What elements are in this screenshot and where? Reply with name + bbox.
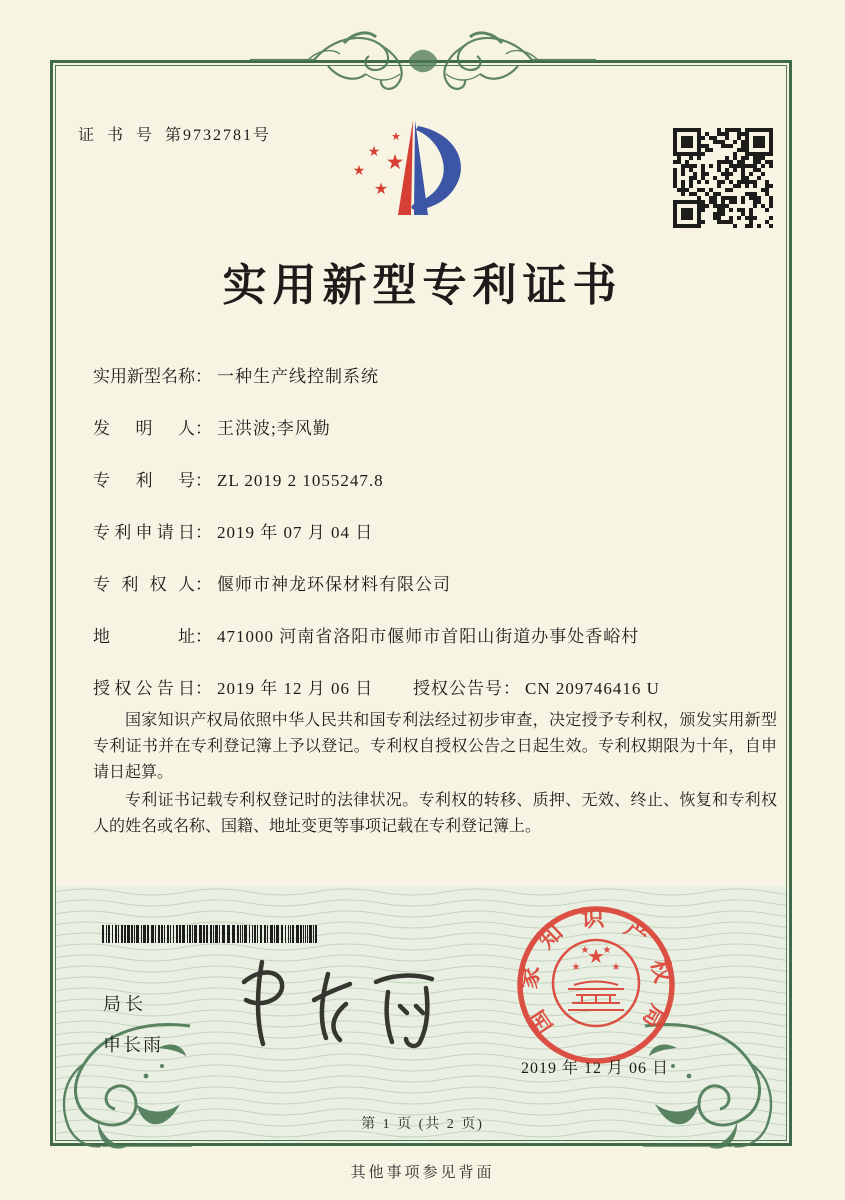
national-emblem-icon [553, 940, 639, 1026]
officer-title: 局长 [103, 994, 147, 1014]
signatory-block [103, 990, 163, 1057]
field-row [93, 570, 451, 595]
field-colon: ： [195, 471, 212, 490]
signature-handwriting-icon [228, 948, 448, 1063]
field-label: 授权公告号 [413, 679, 503, 698]
field-value: 2019 年 07 月 04 日 [217, 523, 374, 542]
grant-date-value: 2019 年 12 月 06 日 [217, 679, 374, 698]
field-row [93, 362, 379, 387]
field-label: 发明人 [93, 419, 195, 438]
star-icon: ★ [611, 962, 621, 973]
back-side-note: 其他事项参见背面 [350, 1165, 495, 1181]
field-value: 一种生产线控制系统 [217, 367, 379, 386]
field-label: 专利权人 [93, 575, 195, 594]
star-icon: ★ [367, 145, 381, 160]
star-icon: ★ [580, 945, 590, 956]
field-colon: ： [195, 679, 212, 698]
legal-paragraph: 国家知识产权局依照中华人民共和国专利法经过初步审查，决定授予专利权，颁发实用新型专利证书并在专利登记簿上予以登记。专利权自授权公告之日起生效。专利权期限为十年，自申请日起算。 [93, 712, 777, 781]
field-label: 专利申请日 [93, 523, 195, 542]
star-icon: ★ [352, 164, 366, 179]
grant-row [93, 674, 660, 699]
field-label: 专利号 [93, 471, 195, 490]
field-value: 偃师市神龙环保材料有限公司 [217, 575, 451, 594]
field-row [93, 518, 373, 543]
grant-number-group [413, 674, 660, 699]
seal-date: 2019 年 12 月 06 日 [520, 1060, 669, 1077]
field-label: 实用新型名称 [93, 367, 195, 386]
star-icon: ★ [571, 962, 581, 973]
legal-paragraph: 专利证书记载专利权登记时的法律状况。专利权的转移、质押、无效、终止、恢复和专利权人的姓名或名称、国籍、地址变更等事项记载在专利登记簿上。 [93, 792, 777, 835]
field-colon: ： [503, 679, 520, 698]
field-row [93, 414, 331, 439]
field-value: ZL 2019 2 1055247.8 [217, 471, 384, 490]
officer-name: 申长雨 [103, 1035, 163, 1055]
qr-code [673, 128, 773, 228]
field-value: 471000 河南省洛阳市偃师市首阳山街道办事处香峪村 [217, 627, 640, 646]
seal-text: 国家知识产权局 [516, 905, 676, 1039]
certificate-title: 实用新型专利证书 [222, 261, 623, 310]
field-row [93, 622, 639, 647]
field-value: 王洪波;李风勤 [217, 419, 331, 438]
cnipa-logo-icon [350, 112, 480, 227]
field-label: 地址 [93, 627, 195, 646]
field-colon: ： [195, 367, 212, 386]
field-colon: ： [195, 575, 212, 594]
field-label: 授权公告日 [93, 679, 195, 698]
star-icon: ★ [587, 946, 605, 968]
legal-text [93, 708, 777, 840]
page-number: 第 1 页 (共 2 页) [361, 1117, 484, 1132]
certificate-number: 证 书 号 第9732781号 [78, 127, 272, 144]
svg-text:国家知识产权局 [515, 905, 677, 1038]
field-colon: ： [195, 523, 212, 542]
star-icon: ★ [391, 131, 401, 143]
star-icon: ★ [385, 150, 405, 174]
star-icon: ★ [602, 945, 612, 956]
top-scroll-ornament-icon [248, 16, 598, 108]
field-colon: ： [195, 627, 212, 646]
barcode [102, 925, 320, 943]
field-row [93, 466, 384, 491]
grant-number-value: CN 209746416 U [525, 679, 660, 698]
star-icon: ★ [373, 181, 389, 198]
field-colon: ： [195, 419, 212, 438]
